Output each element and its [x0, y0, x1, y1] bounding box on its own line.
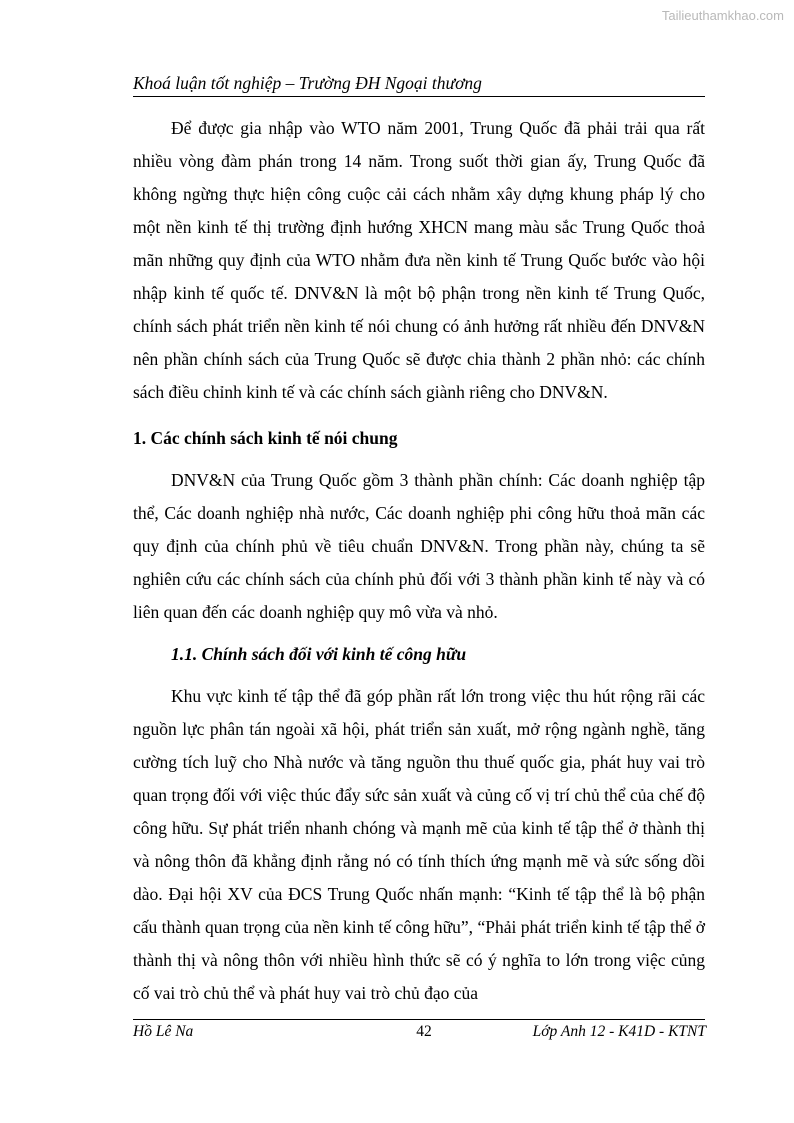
subsection-paragraph: Khu vực kinh tế tập thể đã góp phần rất lớn trong việc thu hút rộng rãi các nguồn lực phân tán ngoài xã hội, phát triển sản xuất, mở rộng ngành nghề, tăng cường tích luỹ cho Nhà nước và tăng nguồn thu thuế quốc gia, phát huy vai trò quan trọng đối với việc thúc đẩy sức sản xuất và củng cố vị trí chủ thể của chế độ công hữu. Sự phát triển nhanh chóng và mạnh mẽ của kinh tế tập thể ở thành thị và nông thôn đã khẳng định rằng nó có tính thích ứng mạnh mẽ và sức sống dồi dào. Đại hội XV của ĐCS Trung Quốc nhấn mạnh: “Kinh tế tập thể là bộ phận cấu thành quan trọng của nền kinh tế công hữu”, “Phải phát triển kinh tế tập thể ở thành thị và nông thôn với nhiều hình thức sẽ có ý nghĩa to lớn trong việc củng cố vai trò chủ thể và phát huy vai trò chủ đạo của: [133, 686, 705, 1003]
page-number: 42: [416, 1023, 432, 1040]
page-content: [133, 112, 705, 1010]
subsection-heading: 1.1. Chính sách đối với kinh tế công hữu: [171, 644, 467, 664]
watermark: Tailieuthamkhao.com: [661, 8, 784, 23]
page-header: Khoá luận tốt nghiệp – Trường ĐH Ngoại thương: [133, 72, 705, 97]
footer-author: Hồ Lê Na: [133, 1023, 194, 1040]
section-heading: 1. Các chính sách kinh tế nói chung: [133, 428, 398, 448]
footer-class-info: Lớp Anh 12 - K41D - KTNT: [532, 1023, 706, 1040]
section-paragraph: DNV&N của Trung Quốc gồm 3 thành phần chính: Các doanh nghiệp tập thể, Các doanh nghiệp nhà nước, Các doanh nghiệp phi công hữu thoả mãn các quy định của chính phủ về tiêu chuẩn DNV&N. Trong phần này, chúng ta sẽ nghiên cứu các chính sách của chính phủ đối với 3 thành phần kinh tế này và có liên quan đến các doanh nghiệp quy mô vừa và nhỏ.: [133, 470, 705, 622]
footer-divider: [133, 1019, 705, 1020]
intro-paragraph: Để được gia nhập vào WTO năm 2001, Trung Quốc đã phải trải qua rất nhiều vòng đàm phán trong 14 năm. Trong suốt thời gian ấy, Trung Quốc đã không ngừng thực hiện công cuộc cải cách nhằm xây dựng khung pháp lý cho một nền kinh tế thị trường định hướng XHCN mang màu sắc Trung Quốc thoả mãn những quy định của WTO nhằm đưa nền kinh tế Trung Quốc bước vào hội nhập kinh tế quốc tế. DNV&N là một bộ phận trong nền kinh tế Trung Quốc, chính sách phát triển nền kinh tế nói chung có ảnh hưởng rất nhiều đến DNV&N nên phần chính sách của Trung Quốc sẽ được chia thành 2 phần nhỏ: các chính sách điều chỉnh kinh tế và các chính sách giành riêng cho DNV&N.: [133, 118, 705, 402]
